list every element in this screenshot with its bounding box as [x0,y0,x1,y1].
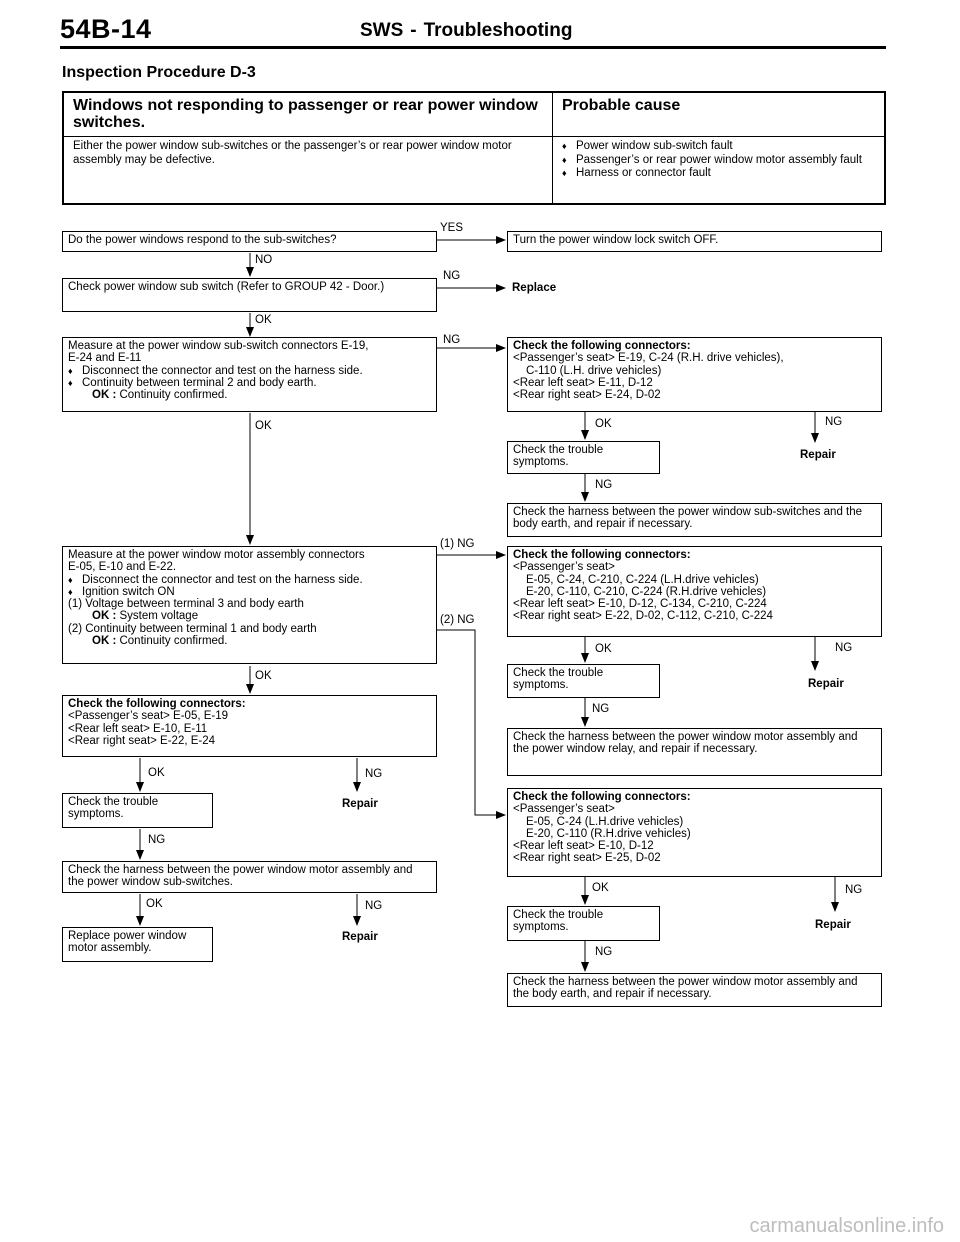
connector-line: C-110 (L.H. drive vehicles) [526,364,662,377]
harness-text: Check the harness between the power window motor assembly and the body earth, and repair if necessary. [513,976,858,1001]
harness-check-box-2 [507,728,882,776]
label-ng: NG [365,768,383,780]
harness-text: Check the harness between the power window motor assembly and the power window relay, and repair if necessary. [513,731,858,756]
label-ok: OK [255,314,272,326]
ok-criterion: OK : System voltage [92,610,199,623]
label-ng: NG [835,642,853,654]
label-ok: OK [146,898,163,910]
connectors-title: Check the following connectors: [68,698,246,710]
label-ng-2: (2) NG [440,614,475,626]
lock-switch-text: Turn the power window lock switch OFF. [513,234,719,246]
connector-line: E-20, C-110 (R.H.drive vehicles) [526,827,691,840]
connector-line: <Rear right seat> E-22, E-24 [68,734,216,747]
trouble-text: Check the trouble symptoms. [68,796,159,821]
measure-line: Measure at the power window motor assembly connectors [68,549,365,561]
trouble-symptoms-box [507,441,660,474]
label-ng-1: (1) NG [440,538,475,550]
label-repair: Repair [815,919,851,931]
cause-item: ♦ Passenger’s or rear power window motor assembly fault [562,154,875,168]
connectors-title: Check the following connectors: [513,549,691,561]
label-ng: NG [148,834,166,846]
label-ok: OK [148,767,165,779]
connector-line: <Rear left seat> E-10, D-12, C-134, C-210, C-224 [513,598,767,611]
title-separator: - [410,20,417,41]
check-connectors-box-4 [507,788,882,877]
check-sub-switch-box [62,278,437,312]
measure-bullet: ♦ Disconnect the connector and test on the harness side. [68,365,431,377]
page-number: 54B-14 [60,14,152,44]
label-ok: OK [595,418,612,430]
section-name: SWS [360,20,404,41]
measure-step: (2) Continuity between terminal 1 and body earth [68,622,317,635]
symptom-header: Windows not responding to passenger or rear power window switches. [63,92,553,137]
measure-bullet: ♦ Ignition switch ON [68,586,431,598]
trouble-symptoms-box [507,664,660,698]
ok-criterion: OK : Continuity confirmed. [92,635,228,648]
label-ng: NG [825,416,843,428]
connector-line: <Rear right seat> E-22, D-02, C-112, C-210, C-224 [513,610,773,623]
measure-line: E-24 and E-11 [68,352,142,365]
label-ng: NG [592,703,610,715]
trouble-symptoms-box [62,793,213,828]
label-replace: Replace [512,282,557,294]
section-title: Troubleshooting [423,20,573,41]
cause-item: ♦ Harness or connector fault [562,167,875,181]
label-repair: Repair [342,931,378,943]
question-text: Do the power windows respond to the sub-switches? [68,234,337,246]
connector-line: <Rear right seat> E-25, D-02 [513,852,661,865]
trouble-symptoms-box [507,906,660,941]
label-no: NO [255,254,273,266]
connector-line: <Passenger’s seat> [513,561,615,574]
replace-motor-box [62,927,213,962]
check-sub-switch-text: Check power window sub switch (Refer to GROUP 42 - Door.) [68,281,385,293]
connector-line: <Rear left seat> E-10, D-12 [513,840,654,853]
connector-line: <Passenger’s seat> [513,803,615,816]
connector-line: E-20, C-110, C-210, C-224 (R.H.drive vehicles) [526,585,767,598]
measure-bullet: ♦ Disconnect the connector and test on the harness side. [68,574,431,586]
label-ok: OK [255,420,272,432]
measure-sub-switch-box [62,337,437,412]
check-connectors-box-1 [507,337,882,412]
label-ng: NG [365,900,383,912]
lock-switch-box [507,231,882,252]
label-ok: OK [595,643,612,655]
connector-line: E-05, C-24, C-210, C-224 (L.H.drive vehicles) [526,573,759,586]
measure-line: Measure at the power window sub-switch connectors E-19, [68,340,369,352]
label-ok: OK [255,670,272,682]
harness-text: Check the harness between the power window motor assembly and the power window sub-switches. [68,864,413,889]
label-ng: NG [443,270,461,282]
label-ng: NG [443,334,461,346]
trouble-text: Check the trouble symptoms. [513,444,604,469]
connector-line: <Rear right seat> E-24, D-02 [513,389,661,402]
check-connectors-box-2 [507,546,882,637]
check-connectors-box-3 [62,695,437,757]
connector-line: <Rear left seat> E-10, E-11 [68,722,208,735]
harness-check-box-3 [62,861,437,893]
label-ng: NG [845,884,863,896]
connector-line: <Passenger’s seat> E-05, E-19 [68,710,229,723]
measure-motor-box [62,546,437,664]
trouble-text: Check the trouble symptoms. [513,667,604,692]
connector-line: <Passenger’s seat> E-19, C-24 (R.H. drive vehicles), [513,352,784,365]
connector-line: E-05, C-24 (L.H.drive vehicles) [526,815,684,828]
watermark: carmanualsonline.info [749,1215,944,1237]
label-yes: YES [440,222,464,234]
probable-cause-header: Probable cause [553,92,886,137]
label-repair: Repair [800,449,836,461]
label-repair: Repair [342,798,378,810]
harness-text: Check the harness between the power window sub-switches and the body earth, and repair if necessary. [513,506,863,531]
ok-criterion: OK : Continuity confirmed. [92,389,228,402]
measure-bullet: ♦ Continuity between terminal 2 and body earth. [68,377,431,389]
measure-line: E-05, E-10 and E-22. [68,561,177,574]
label-repair: Repair [808,678,844,690]
question-respond-sub-switches [62,231,437,252]
label-ng: NG [595,946,613,958]
harness-check-box-1 [507,503,882,537]
measure-step: (1) Voltage between terminal 3 and body earth [68,598,304,611]
replace-motor-text: Replace power window motor assembly. [68,930,187,955]
symptom-description: Either the power window sub-switches or the passenger’s or rear power window motor assembly may be defective. [63,137,553,205]
arrow-ng2-c4 [437,630,505,815]
cause-item: ♦ Power window sub-switch fault [562,140,875,154]
procedure-heading: Inspection Procedure D-3 [62,64,256,81]
harness-check-box-4 [507,973,882,1007]
connector-line: <Rear left seat> E-11, D-12 [513,376,653,389]
label-ng: NG [595,479,613,491]
connectors-title: Check the following connectors: [513,791,691,803]
connectors-title: Check the following connectors: [513,340,691,352]
label-ok: OK [592,882,609,894]
trouble-text: Check the trouble symptoms. [513,909,604,934]
